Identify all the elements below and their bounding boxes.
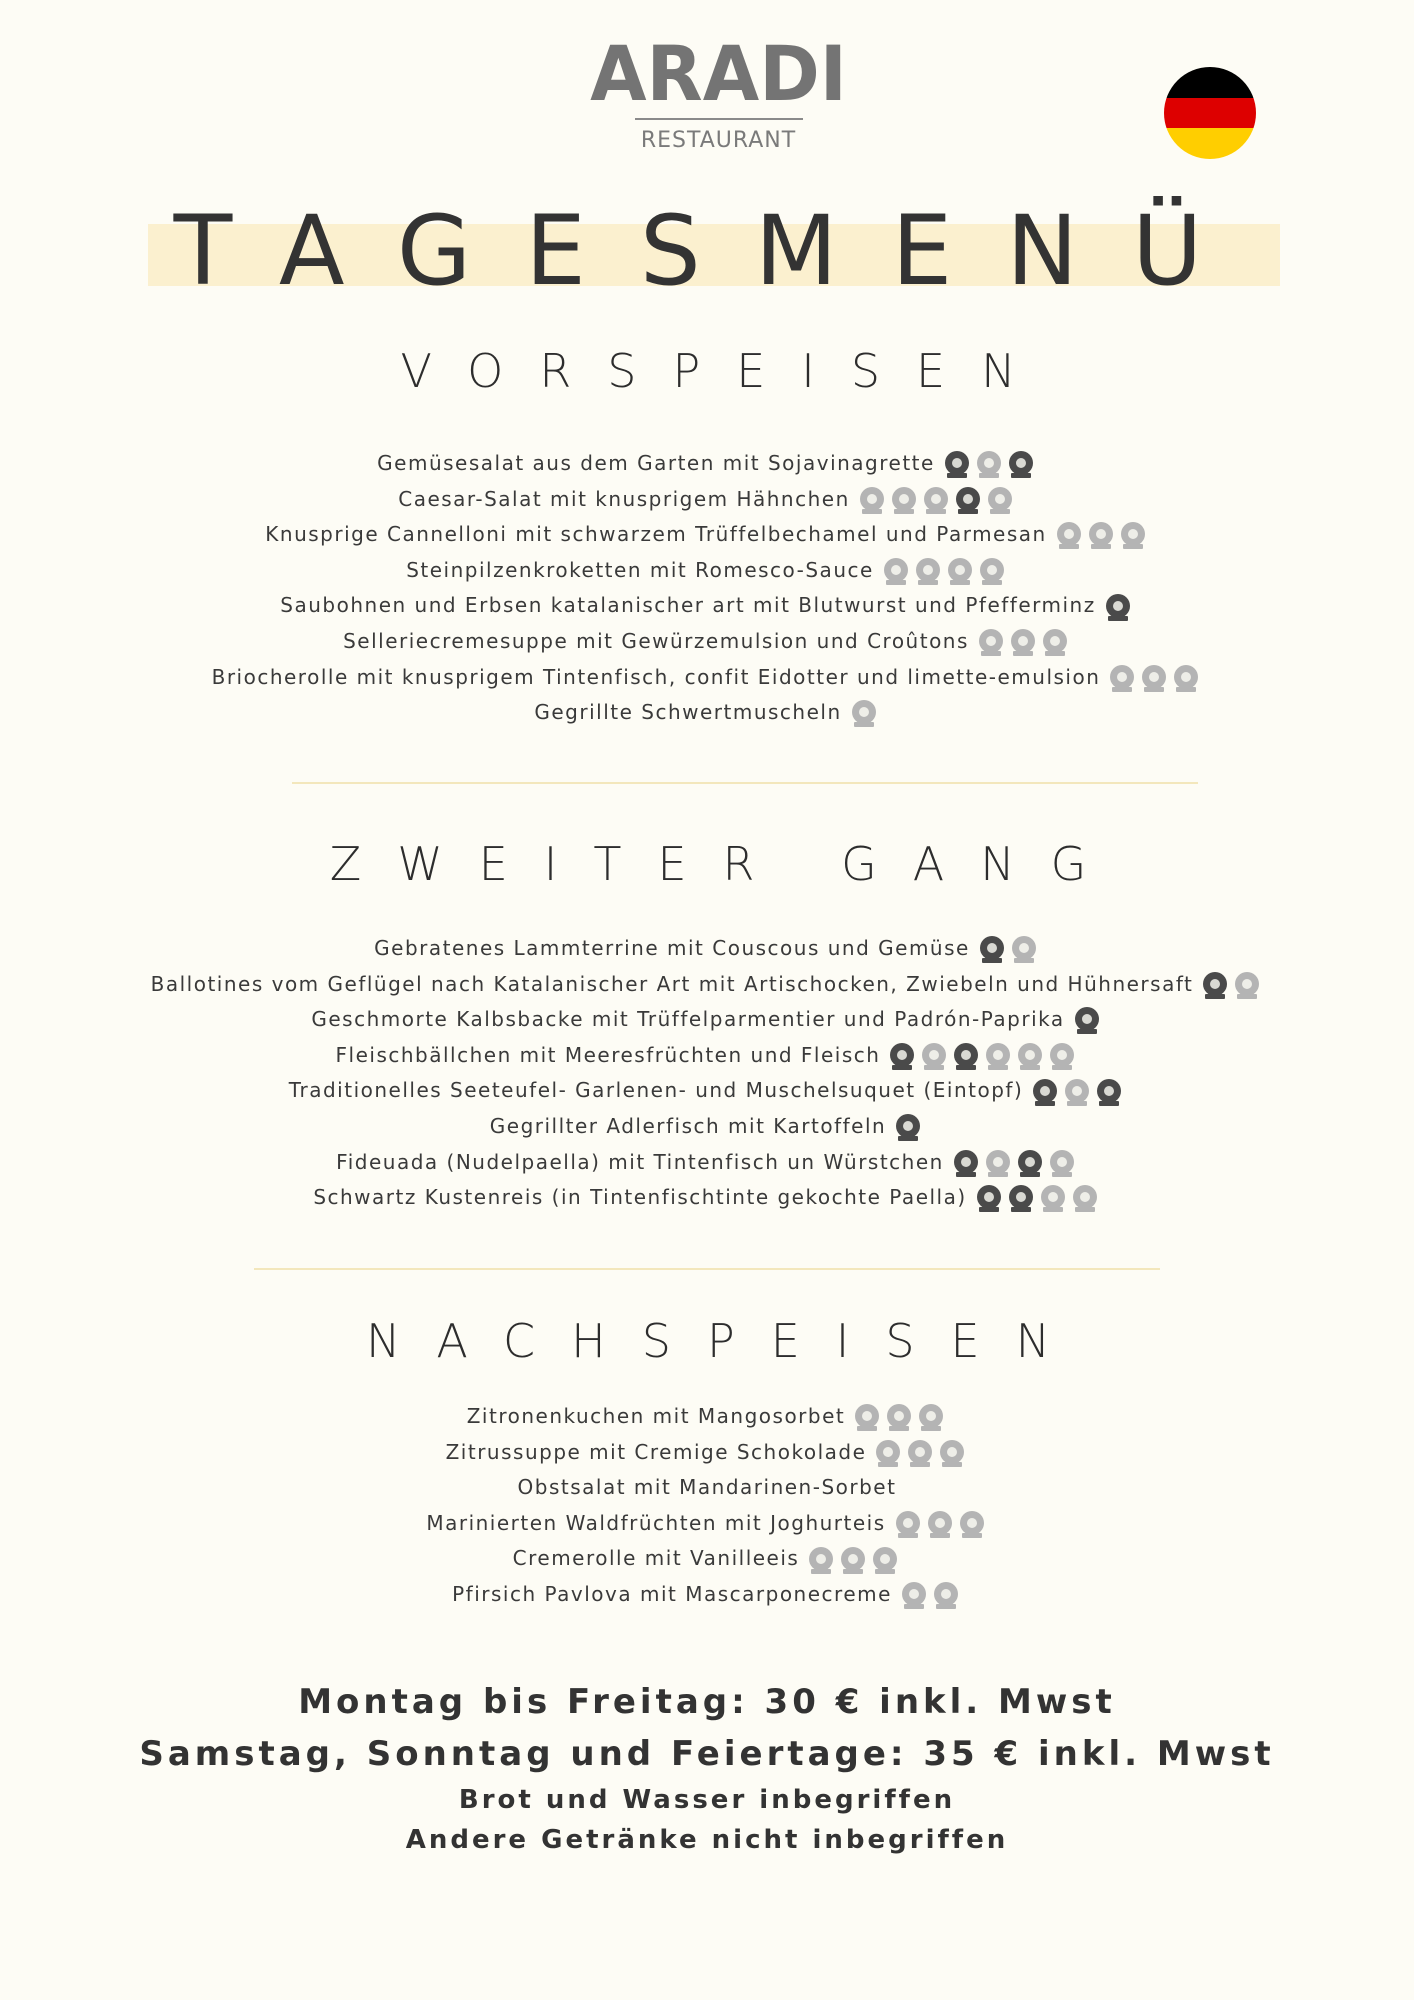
allergen-icons — [805, 1542, 901, 1578]
section-divider — [254, 1268, 1160, 1270]
menu-item-name: Gebratenes Lammterrine mit Couscous und Gemüse — [374, 936, 970, 960]
allergen-icon — [1235, 972, 1259, 996]
allergen-icon — [924, 487, 948, 511]
allergen-icons — [892, 1110, 924, 1146]
allergen-icons — [1071, 1003, 1103, 1039]
allergen-icons — [975, 625, 1071, 661]
allergen-icon — [876, 1440, 900, 1464]
menu-item-name: Zitronenkuchen mit Mangosorbet — [466, 1404, 846, 1428]
vorspeisen-list — [0, 446, 1414, 731]
allergen-icons — [848, 696, 880, 732]
allergen-icon — [1043, 629, 1067, 653]
allergen-icons — [872, 1435, 968, 1471]
german-flag-icon[interactable] — [1164, 67, 1256, 159]
allergen-icon — [980, 558, 1004, 582]
section-heading-vorspeisen: VORSPEISEN — [400, 344, 1052, 398]
page-title: TAGESMENÜ — [173, 195, 1257, 307]
menu-item-name: Saubohnen und Erbsen katalanischer art mit Blutwurst und Pfefferminz — [280, 593, 1096, 618]
allergen-icon — [1012, 936, 1036, 960]
drinks-note: Andere Getränke nicht inbegriffen — [405, 1825, 1009, 1855]
menu-item-name: Pfirsich Pavlova mit Mascarponecreme — [452, 1581, 892, 1606]
allergen-icon — [896, 1114, 920, 1138]
allergen-icon — [887, 1404, 911, 1428]
allergen-icon — [948, 558, 972, 582]
allergen-icon — [884, 558, 908, 582]
allergen-icon — [1203, 972, 1227, 996]
allergen-icon — [1057, 522, 1081, 546]
allergen-icon — [1018, 1043, 1042, 1067]
menu-item — [0, 1541, 1414, 1577]
allergen-icon — [892, 487, 916, 511]
logo-subtitle: RESTAURANT — [640, 128, 797, 153]
allergen-icons — [880, 553, 1008, 589]
allergen-icon — [986, 1150, 1010, 1174]
allergen-icon — [986, 1043, 1010, 1067]
allergen-icon — [960, 1511, 984, 1535]
menu-item-name: Traditionelles Seeteufel- Garlenen- und Muschelsuquet (Eintopf) — [288, 1078, 1024, 1103]
menu-item-name: Marinierten Waldfrüchten mit Joghurteis — [426, 1510, 886, 1535]
allergen-icons — [950, 1145, 1078, 1181]
menu-item-name: Zitrussuppe mit Cremige Schokolade — [445, 1439, 867, 1464]
menu-item-name: Selleriecremesuppe mit Gewürzemulsion und Croûtons — [343, 628, 969, 653]
allergen-icon — [956, 487, 980, 511]
allergen-icons — [941, 447, 1037, 483]
allergen-icon — [1073, 1185, 1097, 1209]
menu-item-name: Cremerolle mit Vanilleeis — [512, 1546, 800, 1571]
menu-item — [0, 446, 1414, 482]
menu-item-name: Gemüsesalat aus dem Garten mit Sojavinagrette — [377, 451, 935, 475]
menu-item-name: Fleischbällchen mit Meeresfrüchten und Fleisch — [335, 1042, 881, 1067]
nachspeisen-list — [0, 1399, 1414, 1613]
menu-item — [0, 967, 1414, 1003]
weekend-price: Samstag, Sonntag und Feiertage: 35 € inkl. Mwst — [139, 1734, 1275, 1774]
menu-item — [0, 1435, 1414, 1471]
allergen-icon — [1075, 1007, 1099, 1031]
allergen-icon — [1009, 1185, 1033, 1209]
allergen-icon — [1065, 1079, 1089, 1103]
allergen-icon — [977, 451, 1001, 475]
allergen-icon — [1050, 1043, 1074, 1067]
menu-item — [0, 1109, 1414, 1145]
allergen-icon — [945, 451, 969, 475]
allergen-icons — [973, 1181, 1101, 1217]
allergen-icon — [908, 1440, 932, 1464]
allergen-icon — [1018, 1150, 1042, 1174]
menu-item — [0, 588, 1414, 624]
allergen-icon — [1121, 522, 1145, 546]
allergen-icon — [841, 1547, 865, 1571]
flag-stripe-gold — [1164, 128, 1256, 159]
allergen-icons — [976, 932, 1040, 968]
allergen-icon — [1011, 629, 1035, 653]
allergen-icon — [1009, 451, 1033, 475]
allergen-icon — [928, 1511, 952, 1535]
menu-item — [0, 1073, 1414, 1109]
menu-item — [0, 1506, 1414, 1542]
allergen-icon — [855, 1404, 879, 1428]
allergen-icon — [1089, 522, 1113, 546]
allergen-icon — [890, 1043, 914, 1067]
allergen-icon — [809, 1547, 833, 1571]
menu-item-name: Gegrillte Schwertmuscheln — [534, 700, 842, 725]
menu-item — [0, 482, 1414, 518]
allergen-icons — [1102, 589, 1134, 625]
menu-item-name: Caesar-Salat mit knusprigem Hähnchen — [398, 486, 850, 511]
menu-item-name: Steinpilzenkroketten mit Romesco-Sauce — [406, 557, 874, 582]
logo-name: ARADI — [590, 29, 847, 118]
allergen-icon — [954, 1150, 978, 1174]
menu-item — [0, 695, 1414, 731]
section-divider — [292, 782, 1198, 784]
menu-item — [0, 553, 1414, 589]
menu-item-name: Fideuada (Nudelpaella) mit Tintenfisch un Würstchen — [336, 1149, 944, 1174]
allergen-icons — [898, 1578, 962, 1614]
allergen-icon — [1050, 1150, 1074, 1174]
allergen-icon — [873, 1547, 897, 1571]
menu-item-name: Obstsalat mit Mandarinen-Sorbet — [517, 1475, 897, 1500]
allergen-icon — [1174, 665, 1198, 689]
allergen-icons — [1029, 1074, 1125, 1110]
section-heading-nachspeisen: NACHSPEISEN — [365, 1314, 1087, 1368]
menu-item — [0, 1470, 1414, 1506]
allergen-icon — [1110, 665, 1134, 689]
allergen-icon — [1041, 1185, 1065, 1209]
menu-item — [0, 1038, 1414, 1074]
allergen-icon — [916, 558, 940, 582]
menu-item — [0, 1002, 1414, 1038]
allergen-icon — [1142, 665, 1166, 689]
menu-item-name: Schwartz Kustenreis (in Tintenfischtinte gekochte Paella) — [313, 1185, 967, 1210]
allergen-icons — [856, 482, 1016, 518]
allergen-icon — [1097, 1079, 1121, 1103]
menu-item — [0, 931, 1414, 967]
weekday-price: Montag bis Freitag: 30 € inkl. Mwst — [298, 1682, 1116, 1722]
allergen-icon — [940, 1440, 964, 1464]
allergen-icon — [896, 1511, 920, 1535]
allergen-icon — [977, 1185, 1001, 1209]
allergen-icons — [886, 1038, 1078, 1074]
allergen-icon — [954, 1043, 978, 1067]
allergen-icons — [892, 1506, 988, 1542]
allergen-icon — [980, 936, 1004, 960]
menu-item — [0, 517, 1414, 553]
allergen-icons — [1053, 518, 1149, 554]
section-heading-zweiter-gang: ZWEITER GANG — [329, 837, 1123, 891]
allergen-icon — [902, 1582, 926, 1606]
menu-item-name: Gegrillter Adlerfisch mit Kartoffeln — [489, 1113, 887, 1138]
allergen-icon — [922, 1043, 946, 1067]
menu-item-name: Ballotines vom Geflügel nach Katalanischer Art mit Artischocken, Zwiebeln und Hühnersaft — [150, 971, 1194, 996]
menu-item — [0, 1145, 1414, 1181]
flag-stripe-red — [1164, 98, 1256, 129]
menu-item — [0, 660, 1414, 696]
menu-item — [0, 1399, 1414, 1435]
menu-item — [0, 1180, 1414, 1216]
menu-item-name: Geschmorte Kalbsbacke mit Trüffelparmentier und Padrón-Paprika — [311, 1007, 1065, 1032]
allergen-icon — [852, 700, 876, 724]
allergen-icons — [1106, 660, 1202, 696]
menu-item-name: Briocherolle mit knusprigem Tintenfisch, confit Eidotter und limette-emulsion — [211, 664, 1101, 689]
logo-divider — [635, 118, 803, 120]
menu-item-name: Knusprige Cannelloni mit schwarzem Trüffelbechamel und Parmesan — [265, 522, 1047, 547]
allergen-icon — [979, 629, 1003, 653]
allergen-icon — [1033, 1079, 1057, 1103]
bread-water-note: Brot und Wasser inbegriffen — [458, 1785, 956, 1815]
allergen-icon — [919, 1404, 943, 1428]
zweiter-gang-list — [0, 931, 1414, 1216]
allergen-icons — [1199, 967, 1263, 1003]
price-info — [0, 1676, 1414, 1860]
allergen-icon — [1106, 594, 1130, 618]
allergen-icon — [860, 487, 884, 511]
allergen-icon — [934, 1582, 958, 1606]
menu-item — [0, 624, 1414, 660]
menu-item — [0, 1577, 1414, 1613]
allergen-icon — [988, 487, 1012, 511]
allergen-icons — [851, 1400, 947, 1436]
